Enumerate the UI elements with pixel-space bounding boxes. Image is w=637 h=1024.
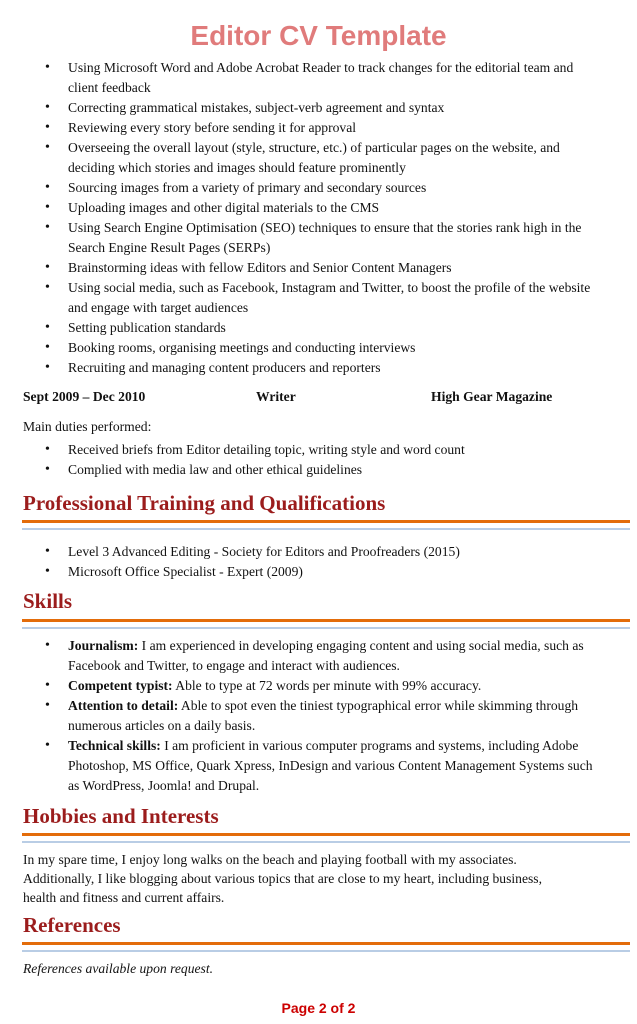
list-item: • Brainstorming ideas with fellow Editors and Senior Content Managers bbox=[0, 258, 600, 278]
job-dates: Sept 2009 – Dec 2010 bbox=[23, 389, 146, 404]
list-item: • Correcting grammatical mistakes, subject-verb agreement and syntax bbox=[0, 98, 600, 118]
skills-heading: Skills bbox=[23, 589, 73, 613]
list-item: • Reviewing every story before sending it for approval bbox=[0, 118, 600, 138]
list-item: • Using Search Engine Optimisation (SEO) techniques to ensure that the stories rank high in the Search Engine Result Pages (SERPs) bbox=[0, 218, 600, 258]
list-item: • Complied with media law and other ethical guidelines bbox=[0, 460, 600, 480]
list-item: • Setting publication standards bbox=[0, 318, 600, 338]
training-heading: Professional Training and Qualifications bbox=[23, 491, 386, 515]
skill-item bbox=[0, 696, 600, 736]
job-duties-list bbox=[0, 440, 600, 480]
list-item: • Microsoft Office Specialist - Expert (2009) bbox=[0, 562, 600, 582]
skill-label: Competent typist: bbox=[68, 678, 173, 693]
skill-label: Journalism: bbox=[68, 638, 139, 653]
page-number: Page 2 of 2 bbox=[281, 1000, 356, 1016]
list-item: • Level 3 Advanced Editing - Society for Editors and Proofreaders (2015) bbox=[0, 542, 600, 562]
document-title: Editor CV Template bbox=[190, 20, 447, 51]
duties-list bbox=[0, 58, 600, 378]
job-role: Writer bbox=[256, 389, 296, 404]
skill-label: Attention to detail: bbox=[68, 698, 179, 713]
list-item: • Using social media, such as Facebook, Instagram and Twitter, to boost the profile of the website and engage with target audiences bbox=[0, 278, 600, 318]
skill-item bbox=[0, 636, 600, 676]
list-item: • Booking rooms, organising meetings and conducting interviews bbox=[0, 338, 600, 358]
list-item: • Using Microsoft Word and Adobe Acrobat Reader to track changes for the editorial team and client feedback bbox=[0, 58, 600, 98]
job-header bbox=[23, 389, 603, 409]
section-divider-secondary bbox=[22, 841, 630, 843]
skill-text: I am experienced in developing engaging content and using social media, such as Facebook and Twitter, to engage and interact with audiences. bbox=[68, 638, 584, 673]
list-item: • Recruiting and managing content producers and reporters bbox=[0, 358, 600, 378]
hobbies-heading: Hobbies and Interests bbox=[23, 804, 219, 828]
duties-label: Main duties performed: bbox=[23, 419, 152, 434]
section-divider-secondary bbox=[22, 627, 630, 629]
section-divider-secondary bbox=[22, 528, 630, 530]
section-divider bbox=[22, 520, 630, 523]
references-text: References available upon request. bbox=[23, 961, 214, 976]
skills-list bbox=[0, 636, 600, 796]
section-divider bbox=[22, 942, 630, 945]
list-item: • Uploading images and other digital materials to the CMS bbox=[0, 198, 600, 218]
skill-item bbox=[0, 676, 600, 696]
training-list bbox=[0, 542, 600, 582]
list-item: • Received briefs from Editor detailing topic, writing style and word count bbox=[0, 440, 600, 460]
section-divider-secondary bbox=[22, 950, 630, 952]
hobbies-text: In my spare time, I enjoy long walks on the beach and playing football with my associates. Additionally, I like blogging about various topics that are close to my heart, including business, health and fitness and current affairs. bbox=[23, 852, 542, 905]
skill-text: I am proficient in various computer programs and systems, including Adobe Photoshop, MS Office, Quark Xpress, InDesign and various Content Management Systems such as WordPress, Joomla! and Drupal. bbox=[68, 738, 593, 793]
list-item: • Sourcing images from a variety of primary and secondary sources bbox=[0, 178, 600, 198]
section-divider bbox=[22, 833, 630, 836]
skill-text: Able to type at 72 words per minute with 99% accuracy. bbox=[175, 678, 482, 693]
job-company: High Gear Magazine bbox=[431, 389, 553, 404]
section-divider bbox=[22, 619, 630, 622]
list-item: • Overseeing the overall layout (style, structure, etc.) of particular pages on the website, and deciding which stories and images should feature prominently bbox=[0, 138, 600, 178]
skill-text: Able to spot even the tiniest typographical error while skimming through numerous articles on a daily basis. bbox=[68, 698, 579, 733]
references-heading: References bbox=[23, 913, 121, 937]
skill-item bbox=[0, 736, 600, 796]
skill-label: Technical skills: bbox=[68, 738, 161, 753]
